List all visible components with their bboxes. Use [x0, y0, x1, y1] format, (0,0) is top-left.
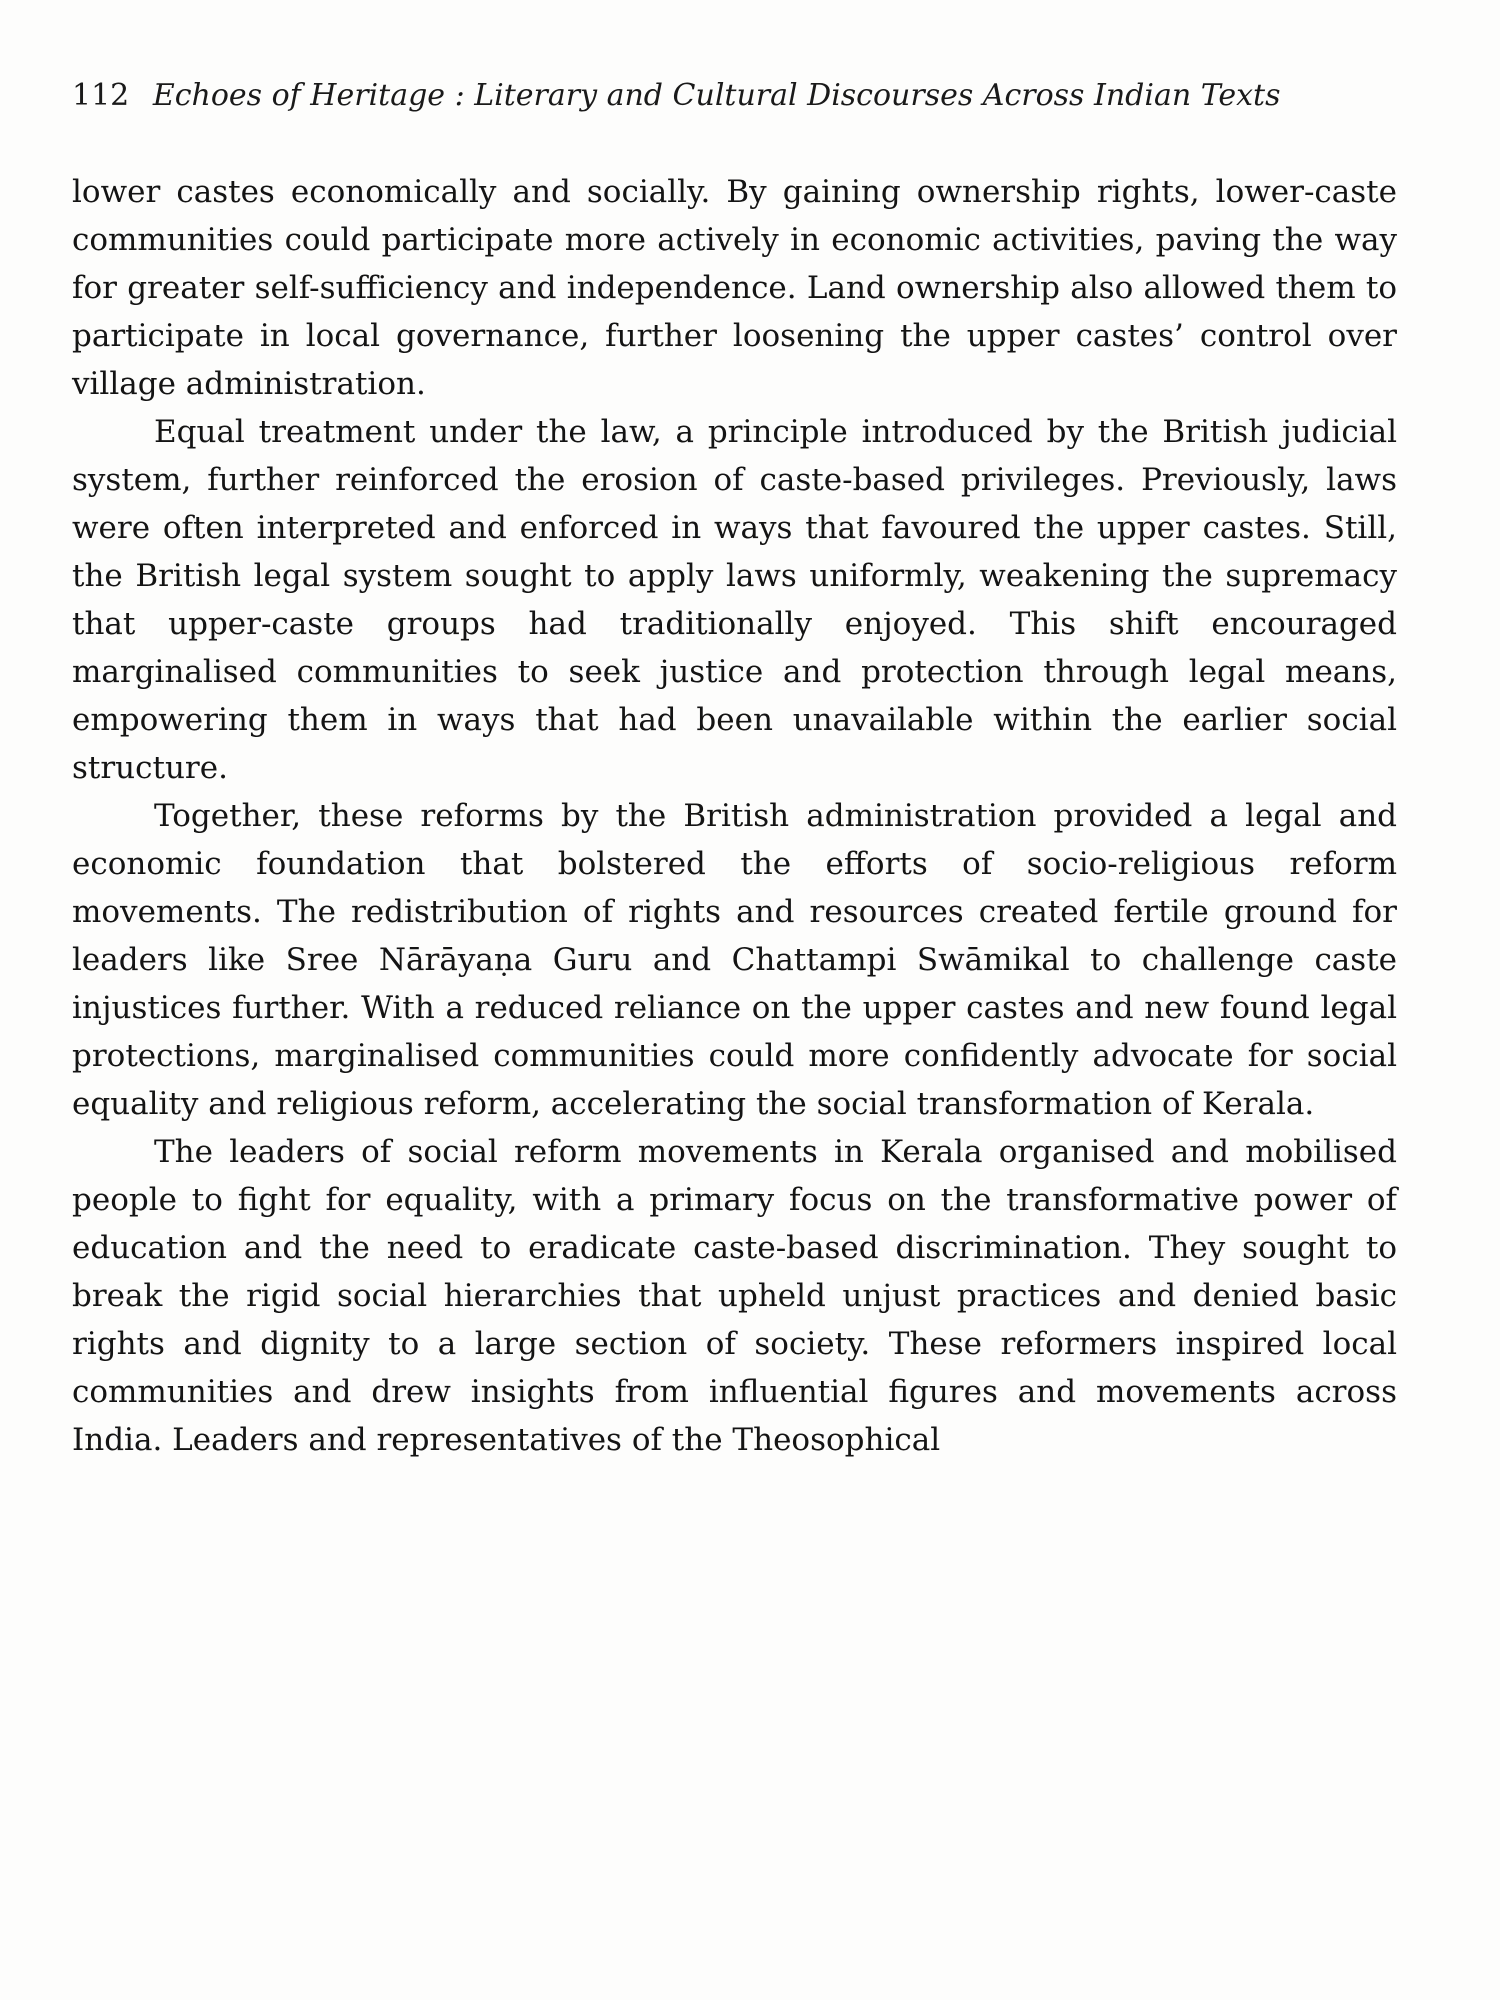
running-head: [72, 78, 1412, 113]
paragraph-legal-equality: Equal treatment under the law, a principle introduced by the British judicial system, further reinforced the erosion of caste-based privileges. Previously, laws were often interpreted and enforced in ways that favoured the upper castes. Still, the British legal system sought to apply laws uniformly, weakening the supremacy that upper-caste groups had traditionally enjoyed. This shift encouraged marginalised communities to seek justice and protection through legal means, empowering them in ways that had been unavailable within the earlier social structure.: [72, 414, 1397, 786]
paragraph-reforms-foundation: Together, these reforms by the British administration provided a legal and economic foundation that bolstered the efforts of socio-religious reform movements. The redistribution of rights and resources created fertile ground for leaders like Sree Nārāyaṇa Guru and Chattampi Swāmikal to challenge caste injustices further. With a reduced reliance on the upper castes and new found legal protections, marginalised communities could more confidently advocate for social equality and religious reform, accelerating the social transformation of Kerala.: [72, 798, 1397, 1122]
body-text: [72, 168, 1397, 1464]
paragraph-reform-leaders: The leaders of social reform movements in Kerala organised and mobilised people to fight for equality, with a primary focus on the transformative power of education and the need to eradicate caste-based discrimination. They sought to break the rigid social hierarchies that upheld unjust practices and denied basic rights and dignity to a large section of society. These reformers inspired local communities and drew insights from influential figures and movements across India. Leaders and representatives of the Theosophical: [72, 1134, 1397, 1458]
book-title: Echoes of Heritage : Literary and Cultural Discourses Across Indian Texts: [152, 78, 1281, 113]
paragraph-continued: lower castes economically and socially. By gaining ownership rights, lower-caste communities could participate more actively in economic activities, paving the way for greater self-sufficiency and independence. Land ownership also allowed them to participate in local governance, further loosening the upper castes’ control over village administration.: [72, 174, 1397, 402]
page-number: 112: [72, 78, 130, 113]
